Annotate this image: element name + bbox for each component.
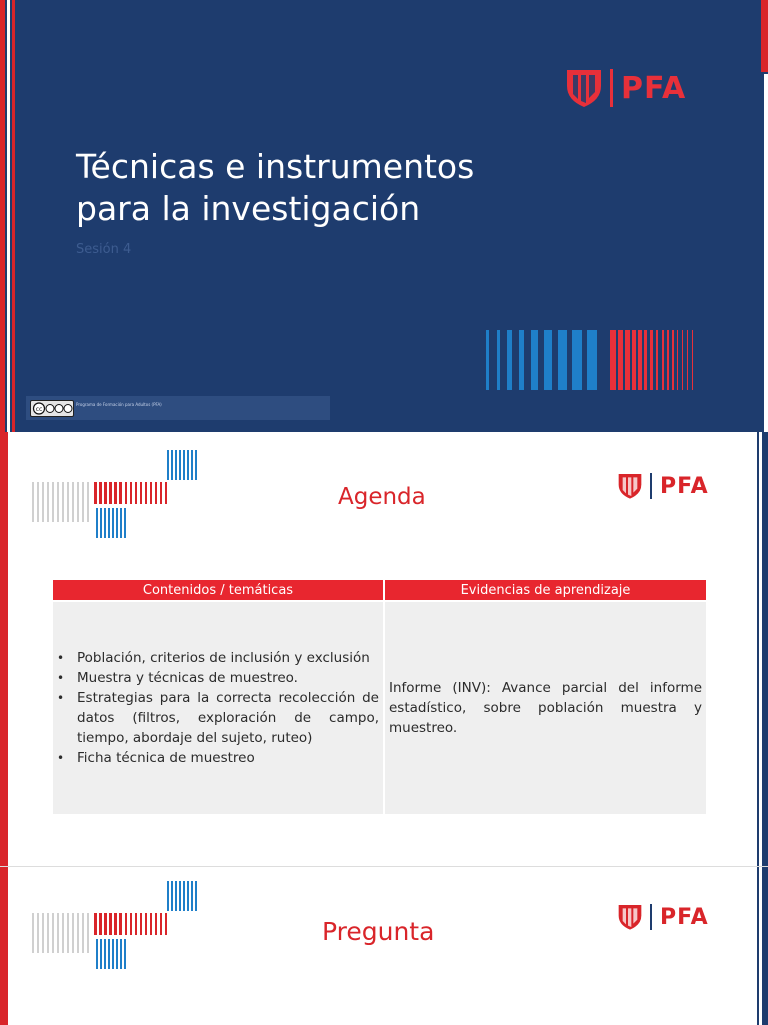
svg-text:cc: cc (35, 406, 43, 413)
list-item: • Población, criterios de inclusión y exclusión (77, 648, 379, 668)
logo-text: PFA (621, 70, 687, 106)
left-red-stripe (0, 432, 8, 866)
pfa-logo (618, 903, 709, 931)
right-navy-stripe-thin (757, 432, 759, 866)
decorative-bars (486, 330, 746, 390)
agenda-heading: Agenda (338, 484, 426, 510)
logo-divider (610, 69, 613, 107)
right-red-tab (761, 0, 768, 72)
shield-icon (618, 903, 642, 931)
question-slide (0, 866, 768, 1025)
cover-slide (0, 0, 768, 432)
title-line-1: Técnicas e instrumentos (76, 147, 475, 186)
cc-by-nc-sa-icon (30, 400, 74, 417)
title-line-2: para la investigación (76, 189, 421, 228)
contents-list (53, 648, 383, 768)
right-white-stripe (764, 74, 768, 432)
list-item: • Ficha técnica de muestreo (77, 748, 379, 768)
pfa-logo (566, 68, 686, 108)
table-row (53, 601, 706, 814)
right-navy-stripe-thin (757, 867, 759, 1025)
evidence-text: Informe (INV): Avance parcial del informe estadístico, sobre población muestra y muestreo. (389, 680, 702, 736)
pfa-logo (618, 472, 709, 500)
left-white-stripe (7, 0, 10, 432)
left-red-stripe-inner (12, 0, 15, 432)
question-heading: Pregunta (322, 917, 435, 946)
right-navy-stripe (762, 867, 768, 1025)
decorative-bars (30, 879, 200, 971)
logo-divider (650, 473, 652, 499)
list-item: • Estrategias para la correcta recolección de datos (filtros, exploración de campo, tiempo, abordaje del sujeto, ruteo) (77, 688, 379, 748)
evidence-cell (384, 601, 706, 814)
contents-cell (53, 601, 384, 814)
list-item: • Muestra y técnicas de muestreo. (77, 668, 379, 688)
left-red-stripe (0, 0, 5, 432)
right-navy-stripe (762, 432, 768, 866)
decorative-bars (30, 448, 200, 540)
logo-text: PFA (660, 904, 709, 930)
session-label: Sesión 4 (76, 242, 132, 257)
left-red-stripe (0, 867, 8, 1025)
agenda-slide (0, 432, 768, 866)
agenda-table (53, 580, 706, 814)
column-header-contents: Contenidos / temáticas (53, 580, 384, 601)
shield-icon (618, 472, 642, 500)
column-header-evidence: Evidencias de aprendizaje (384, 580, 706, 601)
license-text: Programa de Formación para Adultos (PFA) (76, 402, 162, 407)
license-box (26, 396, 330, 420)
page-title (76, 146, 636, 230)
shield-icon (566, 68, 602, 108)
logo-divider (650, 904, 652, 930)
logo-text: PFA (660, 473, 709, 499)
